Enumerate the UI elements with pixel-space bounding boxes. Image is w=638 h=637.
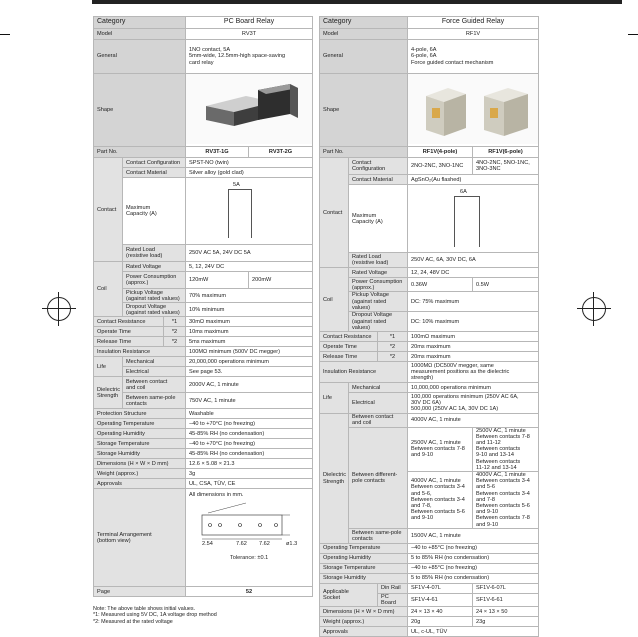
dropout-value: 10% minimum <box>186 303 313 317</box>
category-value: PC Board Relay <box>186 17 313 29</box>
part-no-2: RF1V(6-pole) <box>473 147 539 158</box>
dropout-value: DC: 10% maximum <box>408 312 539 332</box>
op-temp-label: Operating Temperature <box>320 543 408 553</box>
power-1: 120mW <box>186 272 249 289</box>
insulation-value: 1000MΩ (DC500V megger, same measurement positions as the dielectric strength) <box>408 362 539 383</box>
contact-material-label: Contact Material <box>349 175 408 185</box>
rated-load-label: Rated Load (resistive load) <box>123 245 186 262</box>
weight-label: Weight (approx.) <box>320 617 408 627</box>
model-value: RF1V <box>408 29 539 40</box>
operate-time-value: 20ms maximum <box>408 342 539 352</box>
terminal-drawing <box>186 489 313 585</box>
part-no-1: RV3T-1G <box>186 147 249 158</box>
op-temp-label: Operating Temperature <box>94 419 186 429</box>
contact-resistance-value: 30mΩ maximum <box>186 317 313 327</box>
release-time-value: 5ms maximum <box>186 337 313 347</box>
coil-label: Coil <box>320 268 349 332</box>
dielectric-label: Dielectric Strength <box>94 377 123 409</box>
life-label: Life <box>94 357 123 377</box>
between-same-pole-label: Between same-pole contacts <box>123 393 186 409</box>
op-temp-value: −40 to +85°C (no freezing) <box>408 543 539 553</box>
electrical-value: See page 53. <box>186 367 313 377</box>
dielectric-label: Dielectric Strength <box>320 414 349 544</box>
max-capacity-chart <box>186 178 313 245</box>
terminal-note: All dimensions in mm. <box>189 492 244 499</box>
between-contact-coil-label: Between contact and coil <box>123 377 186 393</box>
electrical-label: Electrical <box>123 367 186 377</box>
part-no-1: RF1V(4-pole) <box>408 147 473 158</box>
contact-config-label: Contact Configuration <box>123 158 186 168</box>
page-label: Page <box>94 587 186 597</box>
terminal-label: Terminal Arrangement (bottom view) <box>94 489 186 587</box>
electrical-label: Electrical <box>349 393 408 414</box>
contact-label: Contact <box>94 158 123 262</box>
rated-load-value: 250V AC 5A, 24V DC 5A <box>186 245 313 262</box>
storage-temp-value: −40 to +85°C (no freezing) <box>408 563 539 573</box>
socket-label: Applicable Socket <box>320 583 378 606</box>
between-same-pole-label: Between same-pole contacts <box>349 528 408 543</box>
op-humidity-value: 5 to 85% RH (no condensation) <box>408 553 539 563</box>
contact-resistance-value: 100mΩ maximum <box>408 332 539 342</box>
pickup-label: Pickup Voltage (against rated values) <box>349 292 408 312</box>
release-time-label: Release Time <box>320 352 378 362</box>
general-value: 1NO contact, 5A 5mm-wide, 12.5mm-high space-saving card relay <box>186 40 313 74</box>
operate-time-label: Operate Time <box>320 342 378 352</box>
header-rule <box>92 0 622 4</box>
contact-material-label: Contact Material <box>123 168 186 178</box>
rated-load-label: Rated Load (resistive load) <box>349 253 408 268</box>
contact-material-value: AgSnO₂(Au flashed) <box>408 175 539 185</box>
coil-label: Coil <box>94 262 123 317</box>
protection-label: Protection Structure <box>94 409 186 419</box>
weight-2: 23g <box>473 617 539 627</box>
storage-temp-label: Storage Temperature <box>320 563 408 573</box>
dimensions-label: Dimensions (H × W × D mm) <box>320 607 408 617</box>
operate-time-value: 10ms maximum <box>186 327 313 337</box>
model-value: RV3T <box>186 29 313 40</box>
part-no-2: RV3T-2G <box>249 147 313 158</box>
pickup-value: 70% maximum <box>186 289 313 303</box>
shape-image <box>186 74 313 147</box>
terminal-diagram <box>186 489 313 587</box>
between-contact-coil-value: 2000V AC, 1 minute <box>186 377 313 393</box>
registration-mark <box>47 297 71 321</box>
dimensions-2: 24 × 13 × 50 <box>473 607 539 617</box>
crop-mark <box>628 34 638 35</box>
din-rail-label: Din Rail <box>378 583 408 593</box>
op-temp-value: −40 to +70°C (no freezing) <box>186 419 313 429</box>
rated-load-value: 250V AC, 6A, 30V DC, 6A <box>408 253 539 268</box>
chart-value-label: 5A <box>233 182 240 189</box>
contact-resistance-note: *1 <box>164 317 186 327</box>
protection-value: Washable <box>186 409 313 419</box>
between-contact-coil-value: 4000V AC, 1 minute <box>408 414 539 427</box>
dimensions-value: 12.6 × 5.08 × 21.3 <box>186 459 313 469</box>
contact-label: Contact <box>320 158 349 268</box>
category-value: Force Guided Relay <box>408 17 539 29</box>
rated-voltage-value: 5, 12, 24V DC <box>186 262 313 272</box>
terminal-dim-4: ø1.3 <box>286 541 298 548</box>
din-rail-1: SF1V-4-07L <box>408 583 473 593</box>
shape-image <box>408 74 539 147</box>
model-label: Model <box>320 29 408 40</box>
weight-value: 3g <box>186 469 313 479</box>
release-time-note: *2 <box>378 352 408 362</box>
pc-board-1: SF1V-4-61 <box>408 593 473 606</box>
release-time-label: Release Time <box>94 337 164 347</box>
storage-temp-label: Storage Temperature <box>94 439 186 449</box>
diff-pole-4-b: 4000V AC, 1 minute Between contacts 3-4 and 5-6, Between contacts 3-4 and 7-8, Between contacts 5-6 and 9-10 <box>408 472 473 529</box>
footnote-line: Note: The above table shows initial values. <box>93 606 196 612</box>
storage-humidity-label: Storage Humidity <box>94 449 186 459</box>
between-contact-coil-label: Between contact and coil <box>349 414 408 427</box>
insulation-label: Insulation Resistance <box>94 347 186 357</box>
part-no-label: Part No. <box>320 147 408 158</box>
registration-mark <box>582 297 606 321</box>
diff-pole-6-b: 4000V AC, 1 minute Between contacts 3-4 and 5-6 Between contacts 3-4 and 7-8 Between contacts 5-6 and 9-10 Between contacts 7-8 and 9-10 <box>473 472 539 529</box>
pc-board-label: PC Board <box>378 593 408 606</box>
rv3t-spec-table <box>93 16 313 597</box>
insulation-label: Insulation Resistance <box>320 362 408 383</box>
storage-humidity-value: 45-85% RH (no condensation) <box>186 449 313 459</box>
life-label: Life <box>320 383 349 414</box>
approvals-value: UL, CSA, TÜV, CE <box>186 479 313 489</box>
chart-value-label: 6A <box>460 189 467 196</box>
terminal-dim-1: 2.54 <box>202 541 213 548</box>
operate-time-label: Operate Time <box>94 327 164 337</box>
mechanical-value: 10,000,000 operations minimum <box>408 383 539 393</box>
relay-photo <box>408 74 539 144</box>
din-rail-2: SF1V-6-07L <box>473 583 539 593</box>
pickup-label: Pickup Voltage (against rated values) <box>123 289 186 303</box>
storage-humidity-value: 5 to 85% RH (no condensation) <box>408 573 539 583</box>
diff-pole-4-a: 2500V AC, 1 minute Between contacts 7-8 and 9-10 <box>408 427 473 471</box>
power-1: 0.36W <box>408 278 473 292</box>
contact-config-label: Contact Configuration <box>349 158 408 175</box>
shape-label: Shape <box>320 74 408 147</box>
footnote-line: *1: Measured using 5V DC, 1A voltage drop method <box>93 612 217 619</box>
rated-voltage-label: Rated Voltage <box>349 268 408 278</box>
rated-voltage-value: 12, 24, 48V DC <box>408 268 539 278</box>
dimensions-1: 24 × 13 × 40 <box>408 607 473 617</box>
max-capacity-label: Maximum Capacity (A) <box>349 185 408 253</box>
capacity-bar <box>454 196 480 247</box>
contact-resistance-note: *1 <box>378 332 408 342</box>
insulation-value: 100MΩ minimum (500V DC megger) <box>186 347 313 357</box>
power-label: Power Consumption (approx.) <box>349 278 408 292</box>
contact-resistance-label: Contact Resistance <box>320 332 378 342</box>
crop-mark <box>0 34 10 35</box>
rated-voltage-label: Rated Voltage <box>123 262 186 272</box>
part-no-label: Part No. <box>94 147 186 158</box>
contact-config-1: 2NO-2NC, 3NO-1NC <box>408 158 473 175</box>
power-2: 0.5W <box>473 278 539 292</box>
model-label: Model <box>94 29 186 40</box>
storage-temp-value: −40 to +70°C (no freezing) <box>186 439 313 449</box>
terminal-dim-3: 7.62 <box>259 541 270 548</box>
general-value: 4-pole, 6A 6-pole, 6A Force guided contact mechanism <box>408 40 539 74</box>
footnotes <box>93 606 217 625</box>
general-label: General <box>320 40 408 74</box>
release-time-value: 20ms maximum <box>408 352 539 362</box>
mechanical-value: 20,000,000 operations minimum <box>186 357 313 367</box>
electrical-value: 100,000 operations minimum (250V AC 6A, 30V DC 6A) 500,000 (250V AC 1A, 30V DC 1A) <box>408 393 539 414</box>
mechanical-label: Mechanical <box>123 357 186 367</box>
contact-resistance-label: Contact Resistance <box>94 317 164 327</box>
category-label: Category <box>94 17 186 29</box>
max-capacity-label: Maximum Capacity (A) <box>123 178 186 245</box>
relay-photo <box>186 74 313 144</box>
approvals-label: Approvals <box>320 627 408 637</box>
contact-material-value: Silver alloy (gold clad) <box>186 168 313 178</box>
op-humidity-value: 45-85% RH (no condensation) <box>186 429 313 439</box>
power-label: Power Consumption (approx.) <box>123 272 186 289</box>
terminal-dim-2: 7.62 <box>236 541 247 548</box>
op-humidity-label: Operating Humidity <box>320 553 408 563</box>
terminal-tolerance: Tolerance: ±0.1 <box>230 555 269 562</box>
general-label: General <box>94 40 186 74</box>
storage-humidity-label: Storage Humidity <box>320 573 408 583</box>
power-2: 200mW <box>249 272 313 289</box>
dropout-label: Dropout Voltage (against rated values) <box>123 303 186 317</box>
diff-pole-6-a: 2500V AC, 1 minute Between contacts 7-8 and 11-12 Between contacts 9-10 and 13-14 Between contacts 11-12 and 13-14 <box>473 427 539 471</box>
pc-board-2: SF1V-6-61 <box>473 593 539 606</box>
weight-label: Weight (approx.) <box>94 469 186 479</box>
rf1v-spec-table <box>319 16 539 637</box>
operate-time-note: *2 <box>164 327 186 337</box>
pickup-value: DC: 75% maximum <box>408 292 539 312</box>
max-capacity-chart <box>408 185 539 253</box>
capacity-bar <box>228 189 252 238</box>
between-diff-pole-label: Between different- pole contacts <box>349 427 408 528</box>
weight-1: 20g <box>408 617 473 627</box>
between-same-pole-value: 750V AC, 1 minute <box>186 393 313 409</box>
dropout-label: Dropout Voltage (against rated values) <box>349 312 408 332</box>
operate-time-note: *2 <box>378 342 408 352</box>
footnote-line: *2: Measured at the rated voltage <box>93 618 173 625</box>
approvals-value: UL, c-UL, TÜV <box>408 627 539 637</box>
shape-label: Shape <box>94 74 186 147</box>
page-value: 52 <box>186 587 313 597</box>
release-time-note: *2 <box>164 337 186 347</box>
dimensions-label: Dimensions (H × W × D mm) <box>94 459 186 469</box>
category-label: Category <box>320 17 408 29</box>
between-same-pole-value: 1500V AC, 1 minute <box>408 528 539 543</box>
contact-config-value: SPST-NO (twin) <box>186 158 313 168</box>
approvals-label: Approvals <box>94 479 186 489</box>
mechanical-label: Mechanical <box>349 383 408 393</box>
contact-config-2: 4NO-2NC, 5NO-1NC, 3NO-3NC <box>473 158 539 175</box>
op-humidity-label: Operating Humidity <box>94 429 186 439</box>
